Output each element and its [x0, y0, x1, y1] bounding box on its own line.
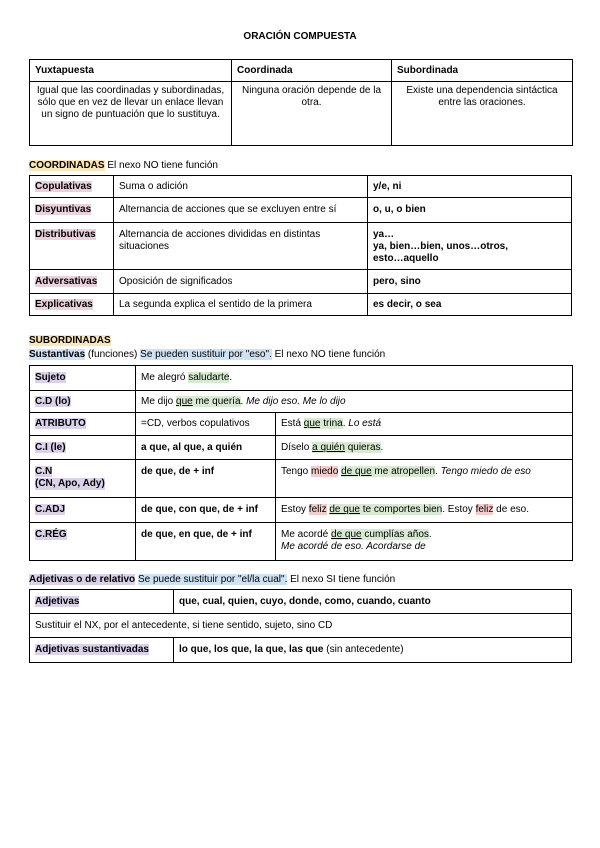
- adjetivas-sust-name: Adjetivas sustantivadas: [35, 644, 149, 655]
- coord-desc: La segunda explica el sentido de la primera: [114, 294, 368, 316]
- function-name: Sujeto: [35, 372, 66, 383]
- page-title: ORACIÓN COMPUESTA: [243, 31, 357, 42]
- coord-nexos-line: esto…aquello: [373, 253, 439, 264]
- coord-name: Disyuntivas: [35, 204, 92, 215]
- coordinadas-note: El nexo NO tiene función: [104, 160, 218, 171]
- example: Estoy feliz de que te comportes bien. Estoy feliz de eso.: [276, 498, 573, 523]
- table-row: [30, 198, 572, 223]
- table-row: [30, 460, 573, 498]
- table-row: [30, 176, 572, 198]
- table-row: [30, 498, 573, 523]
- sustantivas-note: El nexo NO tiene función: [271, 349, 386, 360]
- function-name: C.D (lo): [35, 395, 71, 407]
- example: Díselo a quién quieras.: [276, 436, 573, 460]
- coordinadas-heading: [29, 160, 218, 172]
- table-row: [30, 223, 572, 270]
- table-row: [30, 590, 572, 614]
- example: Tengo miedo de que me atropellen. Tengo miedo de eso: [276, 460, 573, 498]
- coordinadas-table: [29, 175, 572, 316]
- nexos: de que, con que, de + inf: [136, 498, 276, 523]
- nexos: =CD, verbos copulativos: [136, 413, 276, 436]
- sustantivas-heading: [29, 349, 385, 361]
- nexos: de que, en que, de + inf: [136, 523, 276, 561]
- subordinadas-label: SUBORDINADAS: [29, 335, 111, 346]
- desc-subordinada: Existe una dependencia sintáctica entre las oraciones.: [392, 82, 573, 146]
- coord-nexos: o, u, o bien: [368, 198, 572, 223]
- adjetivas-note: El nexo SI tiene función: [287, 574, 396, 585]
- example: Me dijo que me quería. Me dijo eso. Me lo dijo: [136, 391, 573, 413]
- adjetivas-name: Adjetivas: [35, 595, 80, 607]
- sustantivas-paren: (funciones): [85, 349, 141, 360]
- nexos: a que, al que, a quién: [136, 436, 276, 460]
- coord-desc: Alternancia de acciones que se excluyen entre sí: [114, 198, 368, 223]
- table-row: [30, 413, 573, 436]
- coord-desc: Suma o adición: [114, 176, 368, 198]
- header-subordinada: Subordinada: [392, 60, 573, 82]
- function-name: C.RÉG: [35, 529, 67, 540]
- table-row: [30, 270, 572, 294]
- sustantivas-table: [29, 365, 573, 561]
- coord-name: Adversativas: [35, 275, 98, 287]
- example: Me alegró saludarte.: [136, 366, 573, 391]
- function-name: C.N: [35, 466, 53, 477]
- table-row: [30, 294, 572, 316]
- header-coordinada: Coordinada: [232, 60, 392, 82]
- adjetivas-sust-nexos: lo que, los que, la que, las que (sin antecedente): [174, 638, 572, 663]
- sustantivas-hl: Se pueden sustituir por "eso".: [140, 349, 272, 360]
- table-row: [30, 391, 573, 413]
- coord-nexos-line: ya…: [373, 229, 395, 240]
- adjetivas-nexos: que, cual, quien, cuyo, donde, como, cuando, cuanto: [174, 590, 572, 614]
- adjetivas-rule: Sustituir el NX, por el antecedente, si tiene sentido, sujeto, sino CD: [30, 614, 572, 638]
- table-row: [30, 523, 573, 561]
- adjetivas-table: [29, 589, 572, 663]
- adjetivas-heading: [29, 574, 395, 586]
- coord-name: Explicativas: [35, 298, 93, 310]
- types-table: [29, 59, 573, 146]
- subordinadas-heading: [29, 335, 111, 347]
- desc-coordinada: Ninguna oración depende de la otra.: [232, 82, 392, 146]
- coord-nexos: [368, 223, 572, 270]
- coord-desc: Oposición de significados: [114, 270, 368, 294]
- desc-yuxtapuesta: Igual que las coordinadas y subordinadas, sólo que en vez de llevar un enlace llevan un signo de puntuación que lo sustituya.: [30, 82, 232, 146]
- sustantivas-label: Sustantivas: [29, 349, 86, 360]
- adjetivas-label: Adjetivas o de relativo: [29, 574, 136, 585]
- nexos: de que, de + inf: [136, 460, 276, 498]
- table-row: [30, 614, 572, 638]
- coordinadas-label: COORDINADAS: [29, 160, 105, 171]
- adjetivas-hl: Se puede sustituir por "el/la cual".: [137, 574, 288, 585]
- coord-desc: Alternancia de acciones divididas en distintas situaciones: [114, 223, 368, 270]
- example: Está que trina. Lo está: [276, 413, 573, 436]
- coord-nexos: pero, sino: [368, 270, 572, 294]
- table-row: [30, 436, 573, 460]
- coord-name: Copulativas: [35, 180, 92, 192]
- table-row: [30, 366, 573, 391]
- table-row: [30, 638, 572, 663]
- function-name: C.ADJ: [35, 504, 66, 515]
- coord-nexos: y/e, ni: [368, 176, 572, 198]
- example: Me acordé de que cumplías años. Me acordé de eso. Acordarse de: [276, 523, 573, 561]
- coord-name: Distributivas: [35, 229, 96, 240]
- function-name: C.I (le): [35, 441, 66, 453]
- header-yuxtapuesta: Yuxtapuesta: [30, 60, 232, 82]
- coord-nexos: es decir, o sea: [368, 294, 572, 316]
- coord-nexos-line: ya, bien…bien, unos…otros,: [373, 241, 509, 252]
- function-name: ATRIBUTO: [35, 418, 86, 429]
- function-subname: (CN, Apo, Ady): [35, 478, 105, 489]
